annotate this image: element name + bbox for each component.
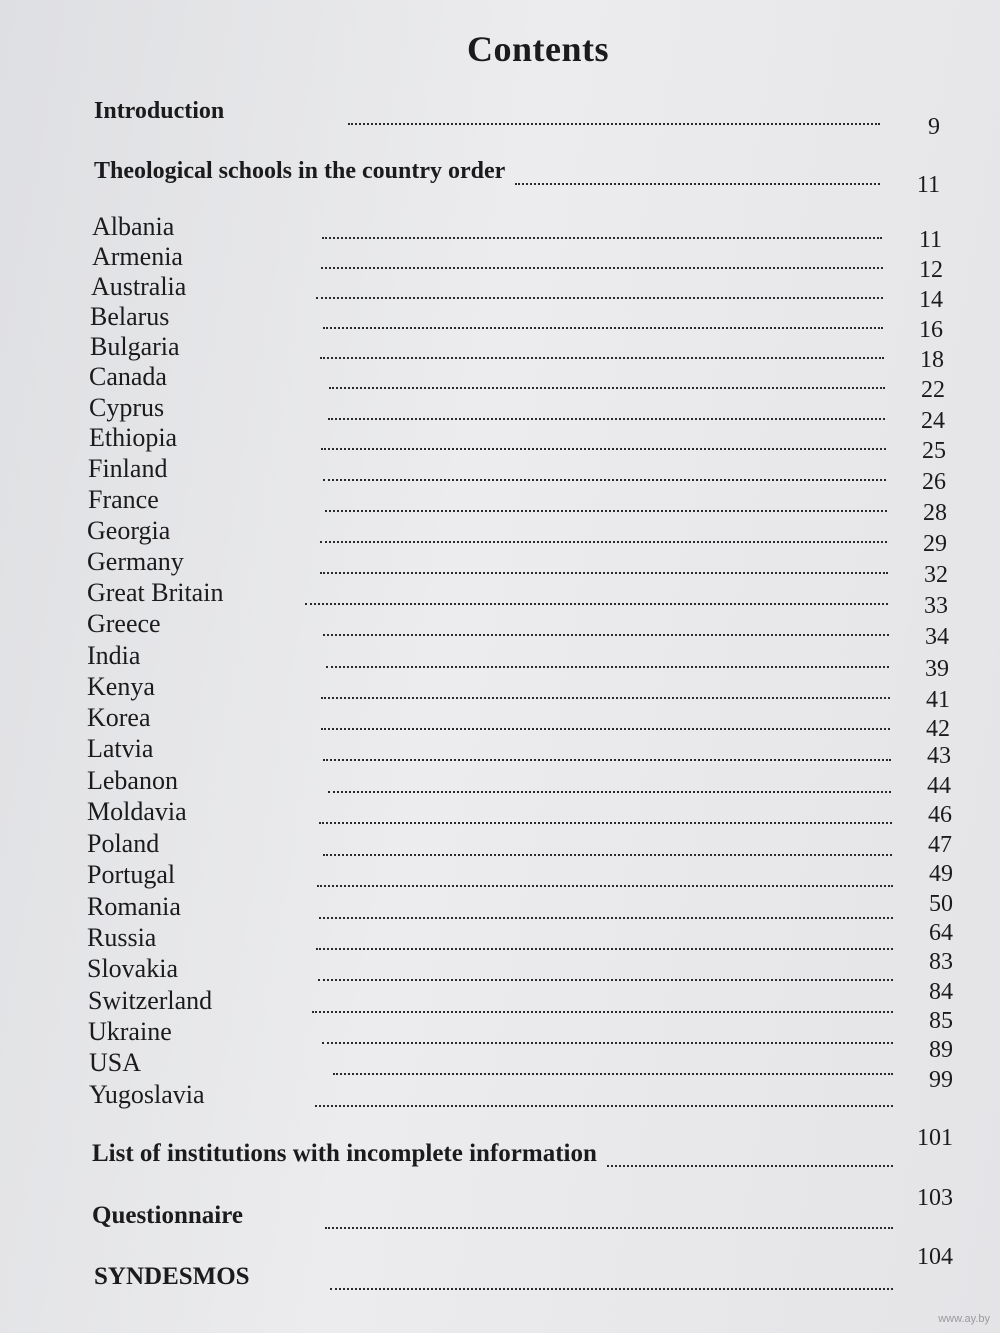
toc-entry-page: 26	[922, 469, 946, 495]
dot-leader	[329, 379, 885, 389]
toc-entry-country	[90, 332, 944, 373]
toc-entry-page: 84	[929, 979, 953, 1005]
toc-entry-page: 34	[925, 624, 949, 650]
toc-entry-country	[87, 578, 948, 619]
toc-entry-label: India	[87, 641, 141, 670]
toc-entry-page: 50	[929, 891, 953, 917]
toc-entry-label: Bulgaria	[90, 332, 180, 361]
toc-entry-page: 104	[917, 1244, 953, 1270]
toc-entry-country	[87, 703, 950, 742]
toc-entry-page: 101	[917, 1125, 953, 1151]
toc-entry-label: Ukraine	[88, 1017, 172, 1046]
dot-leader	[312, 1003, 893, 1013]
toc-entry-country	[87, 797, 952, 829]
dot-leader	[320, 349, 884, 359]
toc-entry-page: 9	[928, 114, 940, 140]
toc-entry-country	[87, 949, 953, 986]
toc-entry-country	[89, 393, 945, 434]
toc-entry-country	[89, 1037, 953, 1080]
dot-leader	[316, 289, 883, 299]
dot-leader	[515, 175, 880, 185]
toc-entry-page: 12	[919, 257, 943, 283]
toc-entry-page: 28	[923, 500, 947, 526]
toc-entry-label: Yugoslavia	[89, 1080, 205, 1109]
toc-entry-page: 16	[919, 317, 943, 343]
toc-entry-country	[88, 979, 953, 1018]
toc-entry-page: 42	[926, 716, 950, 742]
toc-entry-country	[87, 672, 950, 713]
dot-leader	[305, 595, 888, 605]
toc-entry-label: USA	[89, 1048, 142, 1077]
toc-entry-page: 89	[929, 1037, 953, 1063]
toc-entry-page: 11	[916, 172, 940, 198]
toc-entry-label: Russia	[87, 923, 157, 952]
toc-entry-label: Cyprus	[89, 393, 165, 422]
dot-leader	[330, 1280, 893, 1290]
dot-leader	[322, 229, 882, 239]
toc-entry-label: Armenia	[92, 242, 183, 271]
toc-entry-incomplete-information	[92, 1125, 953, 1172]
toc-entry-label: Latvia	[87, 734, 154, 763]
page-title: Contents	[466, 29, 609, 69]
dot-leader	[323, 471, 886, 481]
toc-entry-country	[91, 272, 943, 313]
dot-leader	[317, 877, 893, 887]
dot-leader	[321, 440, 886, 450]
toc-entry-country	[87, 609, 949, 650]
dot-leader	[319, 909, 893, 919]
dot-leader	[333, 1065, 893, 1075]
dot-leader	[323, 319, 883, 329]
toc-entry-page: 18	[920, 347, 944, 373]
toc-entry-page: 85	[929, 1008, 953, 1034]
toc-entry-country	[88, 1008, 953, 1049]
toc-entry-country	[87, 734, 951, 769]
dot-leader	[318, 971, 893, 981]
dot-leader	[607, 1157, 893, 1167]
dot-leader	[328, 783, 891, 793]
toc-entry-page: 49	[929, 861, 953, 887]
toc-entry-label: List of institutions with incomplete information	[92, 1140, 597, 1167]
toc-entry-country	[92, 242, 943, 283]
toc-entry-label: Canada	[89, 362, 167, 391]
toc-entry-country	[87, 829, 952, 861]
toc-entry-label: Albania	[92, 212, 175, 241]
toc-entry-page: 22	[921, 377, 945, 403]
dot-leader	[321, 689, 890, 699]
toc-entry-introduction	[94, 98, 940, 140]
toc-entry-label: Great Britain	[87, 578, 224, 607]
toc-entry-country	[87, 516, 947, 557]
toc-entry-label: Poland	[87, 829, 160, 858]
dot-leader	[325, 502, 887, 512]
toc-entry-page: 41	[926, 687, 950, 713]
toc-entry-page: 33	[924, 593, 948, 619]
toc-entry-country	[87, 920, 953, 955]
toc-entry-page: 46	[928, 802, 952, 828]
toc-entry-country	[88, 454, 946, 495]
toc-entry-label: Theological schools in the country order	[94, 158, 506, 184]
toc-entry-page: 43	[927, 743, 951, 769]
toc-entry-page: 99	[929, 1067, 953, 1093]
toc-entry-country	[87, 860, 953, 892]
dot-leader	[315, 1097, 893, 1107]
toc-entry-country	[90, 302, 943, 343]
toc-entry-label: Belarus	[90, 302, 170, 331]
toc-entry-label: Portugal	[87, 860, 176, 889]
toc-entry-theological-schools	[94, 158, 940, 198]
toc-entry-page: 44	[927, 773, 951, 799]
toc-entry-label: Romania	[87, 892, 181, 921]
toc-entry-syndesmos	[94, 1244, 953, 1295]
toc-entry-page: 11	[918, 227, 942, 253]
toc-entry-country	[88, 485, 947, 526]
dot-leader	[323, 751, 891, 761]
toc-entry-label: SYNDESMOS	[94, 1263, 250, 1290]
toc-entry-page: 29	[923, 531, 947, 557]
toc-entry-questionnaire	[92, 1185, 953, 1234]
dot-leader	[320, 564, 888, 574]
toc-entry-country	[89, 423, 946, 464]
toc-entry-label: Ethiopia	[89, 423, 178, 452]
dot-leader	[323, 846, 892, 856]
toc-entry-label: Kenya	[87, 672, 155, 701]
toc-entry-label: France	[88, 485, 159, 514]
toc-entry-page: 47	[928, 832, 952, 858]
toc-entry-label: Australia	[91, 272, 187, 301]
dot-leader	[319, 814, 892, 824]
toc-entry-label: Moldavia	[87, 797, 187, 826]
toc-entry-label: Introduction	[94, 98, 225, 124]
toc-entry-page: 25	[922, 438, 946, 464]
toc-entry-page: 83	[929, 949, 953, 975]
dot-leader	[326, 658, 889, 668]
toc-entry-country	[87, 892, 953, 924]
dot-leader	[328, 410, 885, 420]
toc-entry-label: Germany	[87, 547, 184, 576]
toc-entry-label: Questionnaire	[92, 1202, 243, 1229]
toc-entry-label: Switzerland	[88, 986, 213, 1015]
toc-entry-label: Lebanon	[87, 766, 178, 795]
toc-entry-page: 103	[917, 1185, 953, 1211]
toc-entry-country	[87, 766, 951, 798]
toc-entry-label: Georgia	[87, 516, 171, 545]
toc-entry-label: Korea	[87, 703, 151, 732]
toc-entry-page: 14	[919, 287, 943, 313]
dot-leader	[316, 940, 893, 950]
toc-entry-country	[92, 212, 942, 253]
toc-entry-page: 64	[929, 920, 953, 946]
dot-leader	[348, 115, 880, 125]
watermark: www.ay.by	[938, 1313, 990, 1325]
toc-entry-country	[89, 1067, 953, 1112]
dot-leader	[322, 1034, 893, 1044]
toc-entry-label: Greece	[87, 609, 161, 638]
toc-entry-page: 24	[921, 408, 945, 434]
toc-entry-country	[87, 641, 949, 682]
dot-leader	[325, 1219, 893, 1229]
dot-leader	[321, 259, 883, 269]
dot-leader	[321, 720, 890, 730]
toc-entry-country	[89, 362, 945, 403]
dot-leader	[323, 626, 889, 636]
toc-entry-page: 39	[925, 656, 949, 682]
toc-entry-label: Finland	[88, 454, 168, 483]
toc-entry-country	[87, 547, 948, 588]
toc-entry-page: 32	[924, 562, 948, 588]
dot-leader	[320, 533, 887, 543]
toc-entry-label: Slovakia	[87, 954, 178, 983]
